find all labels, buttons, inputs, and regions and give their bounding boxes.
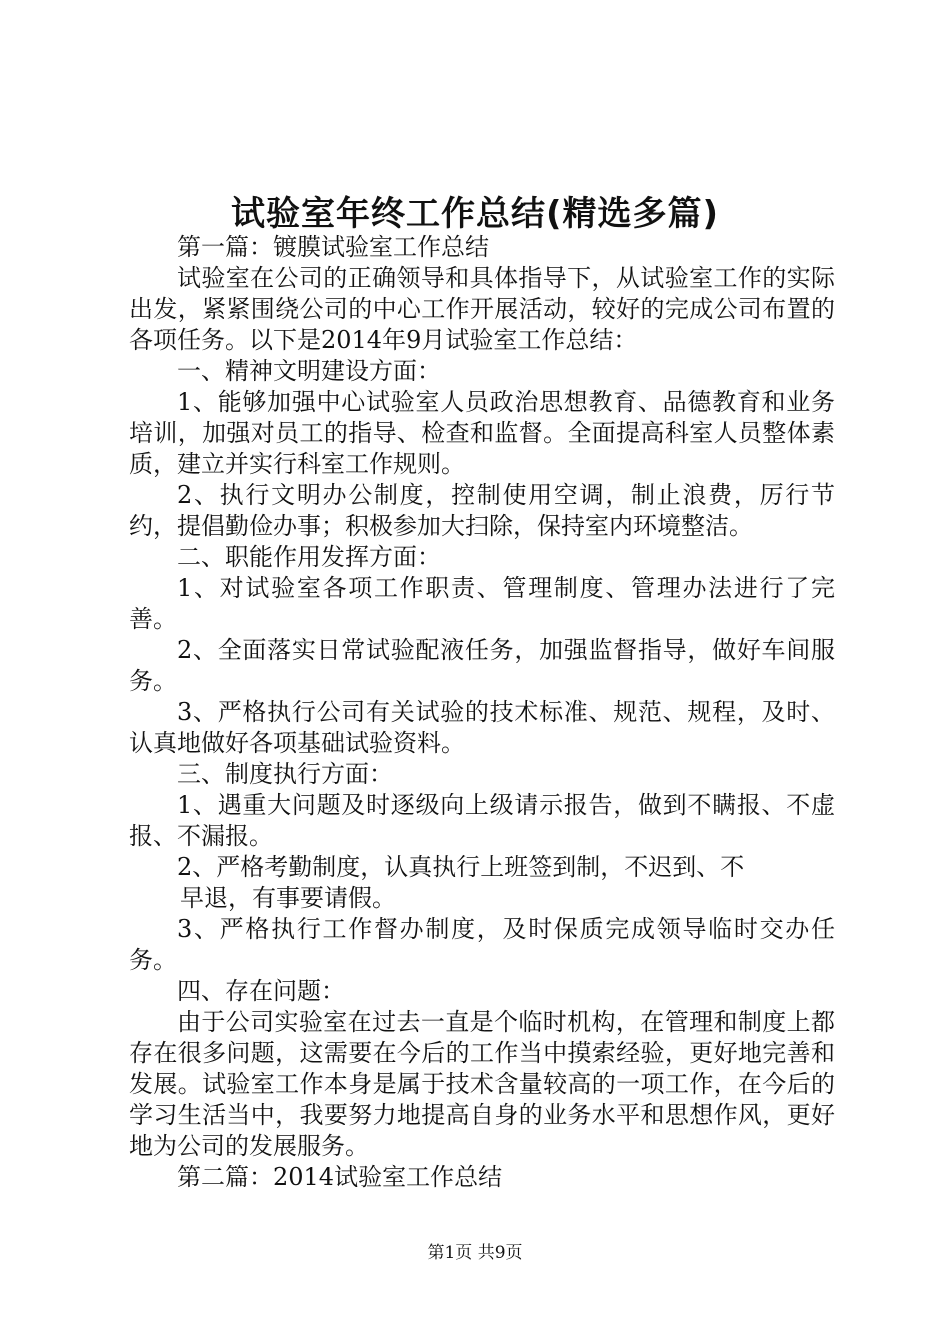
section-heading: 第一篇：镀膜试验室工作总结: [177, 233, 489, 261]
section-heading: 第二篇：2014试验室工作总结: [177, 1163, 503, 1191]
paragraph-continuation: 早退，有事要请假。: [180, 884, 396, 912]
paragraph: 3、严格执行公司有关试验的技术标准、规范、规程，及时、认真地做好各项基础试验资料。: [129, 698, 835, 757]
paragraph: 1、遇重大问题及时逐级向上级请示报告，做到不瞒报、不虚报、不漏报。: [129, 791, 835, 850]
paragraph: 2、全面落实日常试验配液任务，加强监督指导，做好车间服务。: [129, 636, 835, 695]
subsection-heading: 三、制度执行方面：: [177, 760, 393, 788]
paragraph: 试验室在公司的正确领导和具体指导下，从试验室工作的实际出发，紧紧围绕公司的中心工作开展活动，较好的完成公司布置的各项任务。以下是2014年9月试验室工作总结：: [129, 264, 835, 354]
paragraph: 1、能够加强中心试验室人员政治思想教育、品德教育和业务培训，加强对员工的指导、检查和监督。全面提高科室人员整体素质，建立并实行科室工作规则。: [129, 388, 835, 478]
page-number-footer: 第1页 共9页: [427, 1243, 523, 1263]
paragraph: 由于公司实验室在过去一直是个临时机构，在管理和制度上都存在很多问题，这需要在今后的工作当中摸索经验，更好地完善和发展。试验室工作本身是属于技术含量较高的一项工作，在今后的学习生活当中，我要努力地提高自身的业务水平和思想作风，更好地为公司的发展服务。: [129, 1008, 835, 1160]
subsection-heading: 四、存在问题：: [177, 977, 345, 1005]
document-body: [129, 232, 835, 1193]
paragraph: 1、对试验室各项工作职责、管理制度、管理办法进行了完善。: [129, 574, 835, 633]
paragraph: 3、严格执行工作督办制度，及时保质完成领导临时交办任务。: [129, 915, 835, 974]
subsection-heading: 二、职能作用发挥方面：: [177, 543, 441, 571]
subsection-heading: 一、精神文明建设方面：: [177, 357, 441, 385]
paragraph: 2、严格考勤制度，认真执行上班签到制，不迟到、不: [177, 853, 745, 881]
paragraph: 2、执行文明办公制度，控制使用空调，制止浪费，厉行节约，提倡勤俭办事；积极参加大扫除，保持室内环境整洁。: [129, 481, 835, 540]
document-title: 试验室年终工作总结(精选多篇): [230, 194, 720, 234]
